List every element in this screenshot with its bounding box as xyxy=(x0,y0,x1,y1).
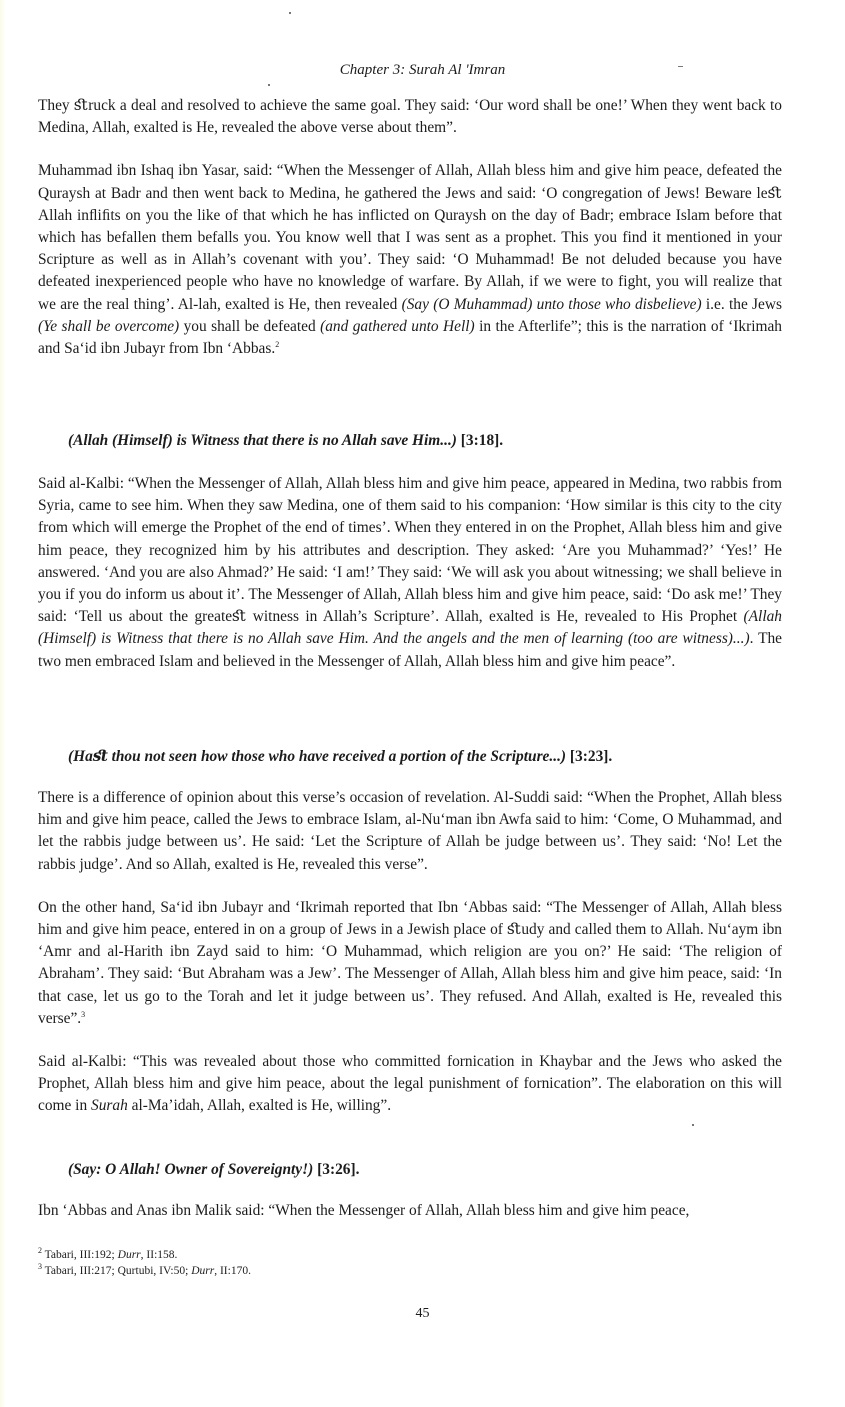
text-run: There is a difference of opinion about this verse’s occasion of revelation. Al-Suddi said: “When the Prophet, Allah bless him and give him peace, called the Jews to embrace Islam, al-Nu‘man ibn Awfa said to him: ‘Come, O Muhammad, and let the rabbis judge between us’. He said: ‘Let the Scripture of Allah be judge between us’. They said: ‘No! Let the rabbis judge’. And so Allah, exalted is He, revealed this verse”. xyxy=(38,789,782,873)
running-header: Chapter 3: Surah Al 'Imran xyxy=(339,62,506,78)
page-edge xyxy=(0,0,6,1407)
text-run: , II:170. xyxy=(214,1265,251,1277)
paragraph xyxy=(38,1051,782,1118)
text-run: , II:158. xyxy=(140,1249,178,1261)
page-number: 45 xyxy=(415,1306,430,1321)
italic-run: Durr xyxy=(191,1265,215,1277)
footnote-2 xyxy=(38,1248,177,1263)
italic-run: (and gathered unto Hell) xyxy=(320,317,475,335)
italic-run: (Say (O Muhammad) unto those who disbelieve) xyxy=(401,295,702,313)
footnote-text xyxy=(45,1265,251,1277)
text-run: you shall be defeated xyxy=(179,317,321,335)
verse-reference: [3:23]. xyxy=(569,748,613,765)
text-run: Said al-Kalbi: “This was revealed about those who committed fornication in Khaybar and the Jews who asked the Prophet, Allah bless him and give him peace, about the legal punishment of fornication”. The elaboration on this will come in xyxy=(38,1053,782,1115)
italic-run: Durr xyxy=(117,1249,141,1261)
paragraph xyxy=(38,1200,782,1222)
text-run: Said al-Kalbi: “When the Messenger of Allah, Allah bless him and give him peace, appeared in Medina, two rabbis from Syria, came to see him. When they saw Medina, one of them said to his companion: ‘How similar is this city to the city from which will emerge the Prophet of the end of times’. When they entered in on the Prophet, Allah bless him and give him peace, they recognized him by his attributes and description. They asked: ‘Are you Muhammad?’ ‘Yes!’ He answered. ‘And you are also Ahmad?’ He said: ‘I am!’ They said: ‘We will ask you about witnessing; we shall believe in you if you do inform us about it’. The Messenger of Allah, Allah bless him and give him peace, said: ‘Do ask me!’ They said: ‘Tell us about the greateﬆ witness in Allah’s Scripture’. Allah, exalted is He, revealed to His Prophet xyxy=(38,475,782,626)
section-intro xyxy=(38,95,782,360)
verse-heading xyxy=(68,747,612,766)
text-run: i.e. the Jews xyxy=(701,295,782,313)
verse-text: (Say: O Allah! Owner of Sovereignty!) xyxy=(68,1161,314,1178)
verse-reference: [3:18]. xyxy=(460,432,504,449)
italic-run: Surah xyxy=(91,1097,128,1115)
scan-speck xyxy=(268,84,270,86)
italic-run: (Ye shall be overcome) xyxy=(38,317,180,335)
footnote-text xyxy=(45,1249,178,1261)
scan-speck xyxy=(289,12,291,14)
paragraph xyxy=(38,160,782,360)
text-run: in the Afterlife”; this is the narration of ‘Ikrimah and Sa‘id ibn Jubayr from Ibn ‘Abbas. xyxy=(38,317,782,358)
text-run: On the other hand, Sa‘id ibn Jubayr and ‘Ikrimah reported that Ibn ‘Abbas said: “The Messenger of Allah, Allah bless him and give him peace, entered in on a group of Jews in a Jewish place of ﬆudy and called them to Allah. Nu‘aym ibn ‘Amr and al-Harith ibn Zayd said to him: ‘O Muhammad, which religion are you on?’ He said: ‘The religion of Abraham’. They said: ‘But Abraham was a Jew’. The Messenger of Allah, Allah bless him and give him peace, said: ‘In that case, let us go to the Torah and let it judge between us’. They refused. And Allah, exalted is He, revealed this verse”. xyxy=(38,898,782,1027)
paragraph xyxy=(38,95,782,139)
text-run: Tabari, III:192; xyxy=(44,1249,118,1261)
footnote-3 xyxy=(38,1264,251,1279)
paragraph xyxy=(38,787,782,876)
footnote-ref: 3 xyxy=(81,1009,86,1019)
verse-heading xyxy=(68,432,503,450)
paragraph xyxy=(38,473,782,673)
text-run: . The two men embraced Islam and believed in the Messenger of Allah, Allah bless him and give him peace”. xyxy=(38,630,782,670)
text-run: al-Ma’idah, Allah, exalted is He, willing”. xyxy=(127,1097,392,1115)
italic-run: (Allah (Himself) is Witness that there is no Allah save Him. And the angels and the men of learning (too are witness)...) xyxy=(38,608,782,648)
section-3-23 xyxy=(38,787,782,1118)
verse-text: (Allah (Himself) is Witness that there is no Allah save Him...) xyxy=(68,432,457,449)
paragraph xyxy=(38,897,782,1030)
footnote-marker: 3 xyxy=(38,1262,42,1272)
text-run: Muhammad ibn Ishaq ibn Yasar, said: “When the Messenger of Allah, Allah bless him and give him peace, defeated the Quraysh at Badr and then went back to Medina, he gathered the Jews and said: ‘O congregation of Jews! Beware leﬆ Allah inﬂiﬁts on you the like of that which he has inflicted on Quraysh on the day of Badr; embrace Islam before that which has befallen them befalls you. You know well that I was sent as a prophet. This you find it mentioned in your Scripture as well as in Allah’s covenant with you’. They said: ‘O Muhammad! Be not deluded because you have defeated inexperienced people who have no knowledge of warfare. By Allah, if we were to fight, you will realize that we are the real thing’. Al-lah, exalted is He, then revealed xyxy=(38,162,782,313)
section-3-18 xyxy=(38,473,782,673)
verse-text: (Haﬆ thou not seen how those who have received a portion of the Scripture...) xyxy=(68,748,567,765)
footnote-marker: 2 xyxy=(38,1246,42,1256)
text-run: Tabari, III:217; Qurtubi, IV:50; xyxy=(44,1265,192,1277)
verse-heading xyxy=(68,1161,359,1179)
text-run: Ibn ‘Abbas and Anas ibn Malik said: “When the Messenger of Allah, Allah bless him and give him peace, xyxy=(38,1202,690,1219)
footnote-ref: 2 xyxy=(275,339,280,349)
scan-speck xyxy=(692,1124,694,1126)
verse-reference: [3:26]. xyxy=(317,1161,360,1178)
text-run: They ﬆruck a deal and resolved to achieve the same goal. They said: ‘Our word shall be one!’ When they went back to Medina, Allah, exalted is He, revealed the above verse about them”. xyxy=(38,97,782,137)
section-3-26 xyxy=(38,1200,782,1222)
